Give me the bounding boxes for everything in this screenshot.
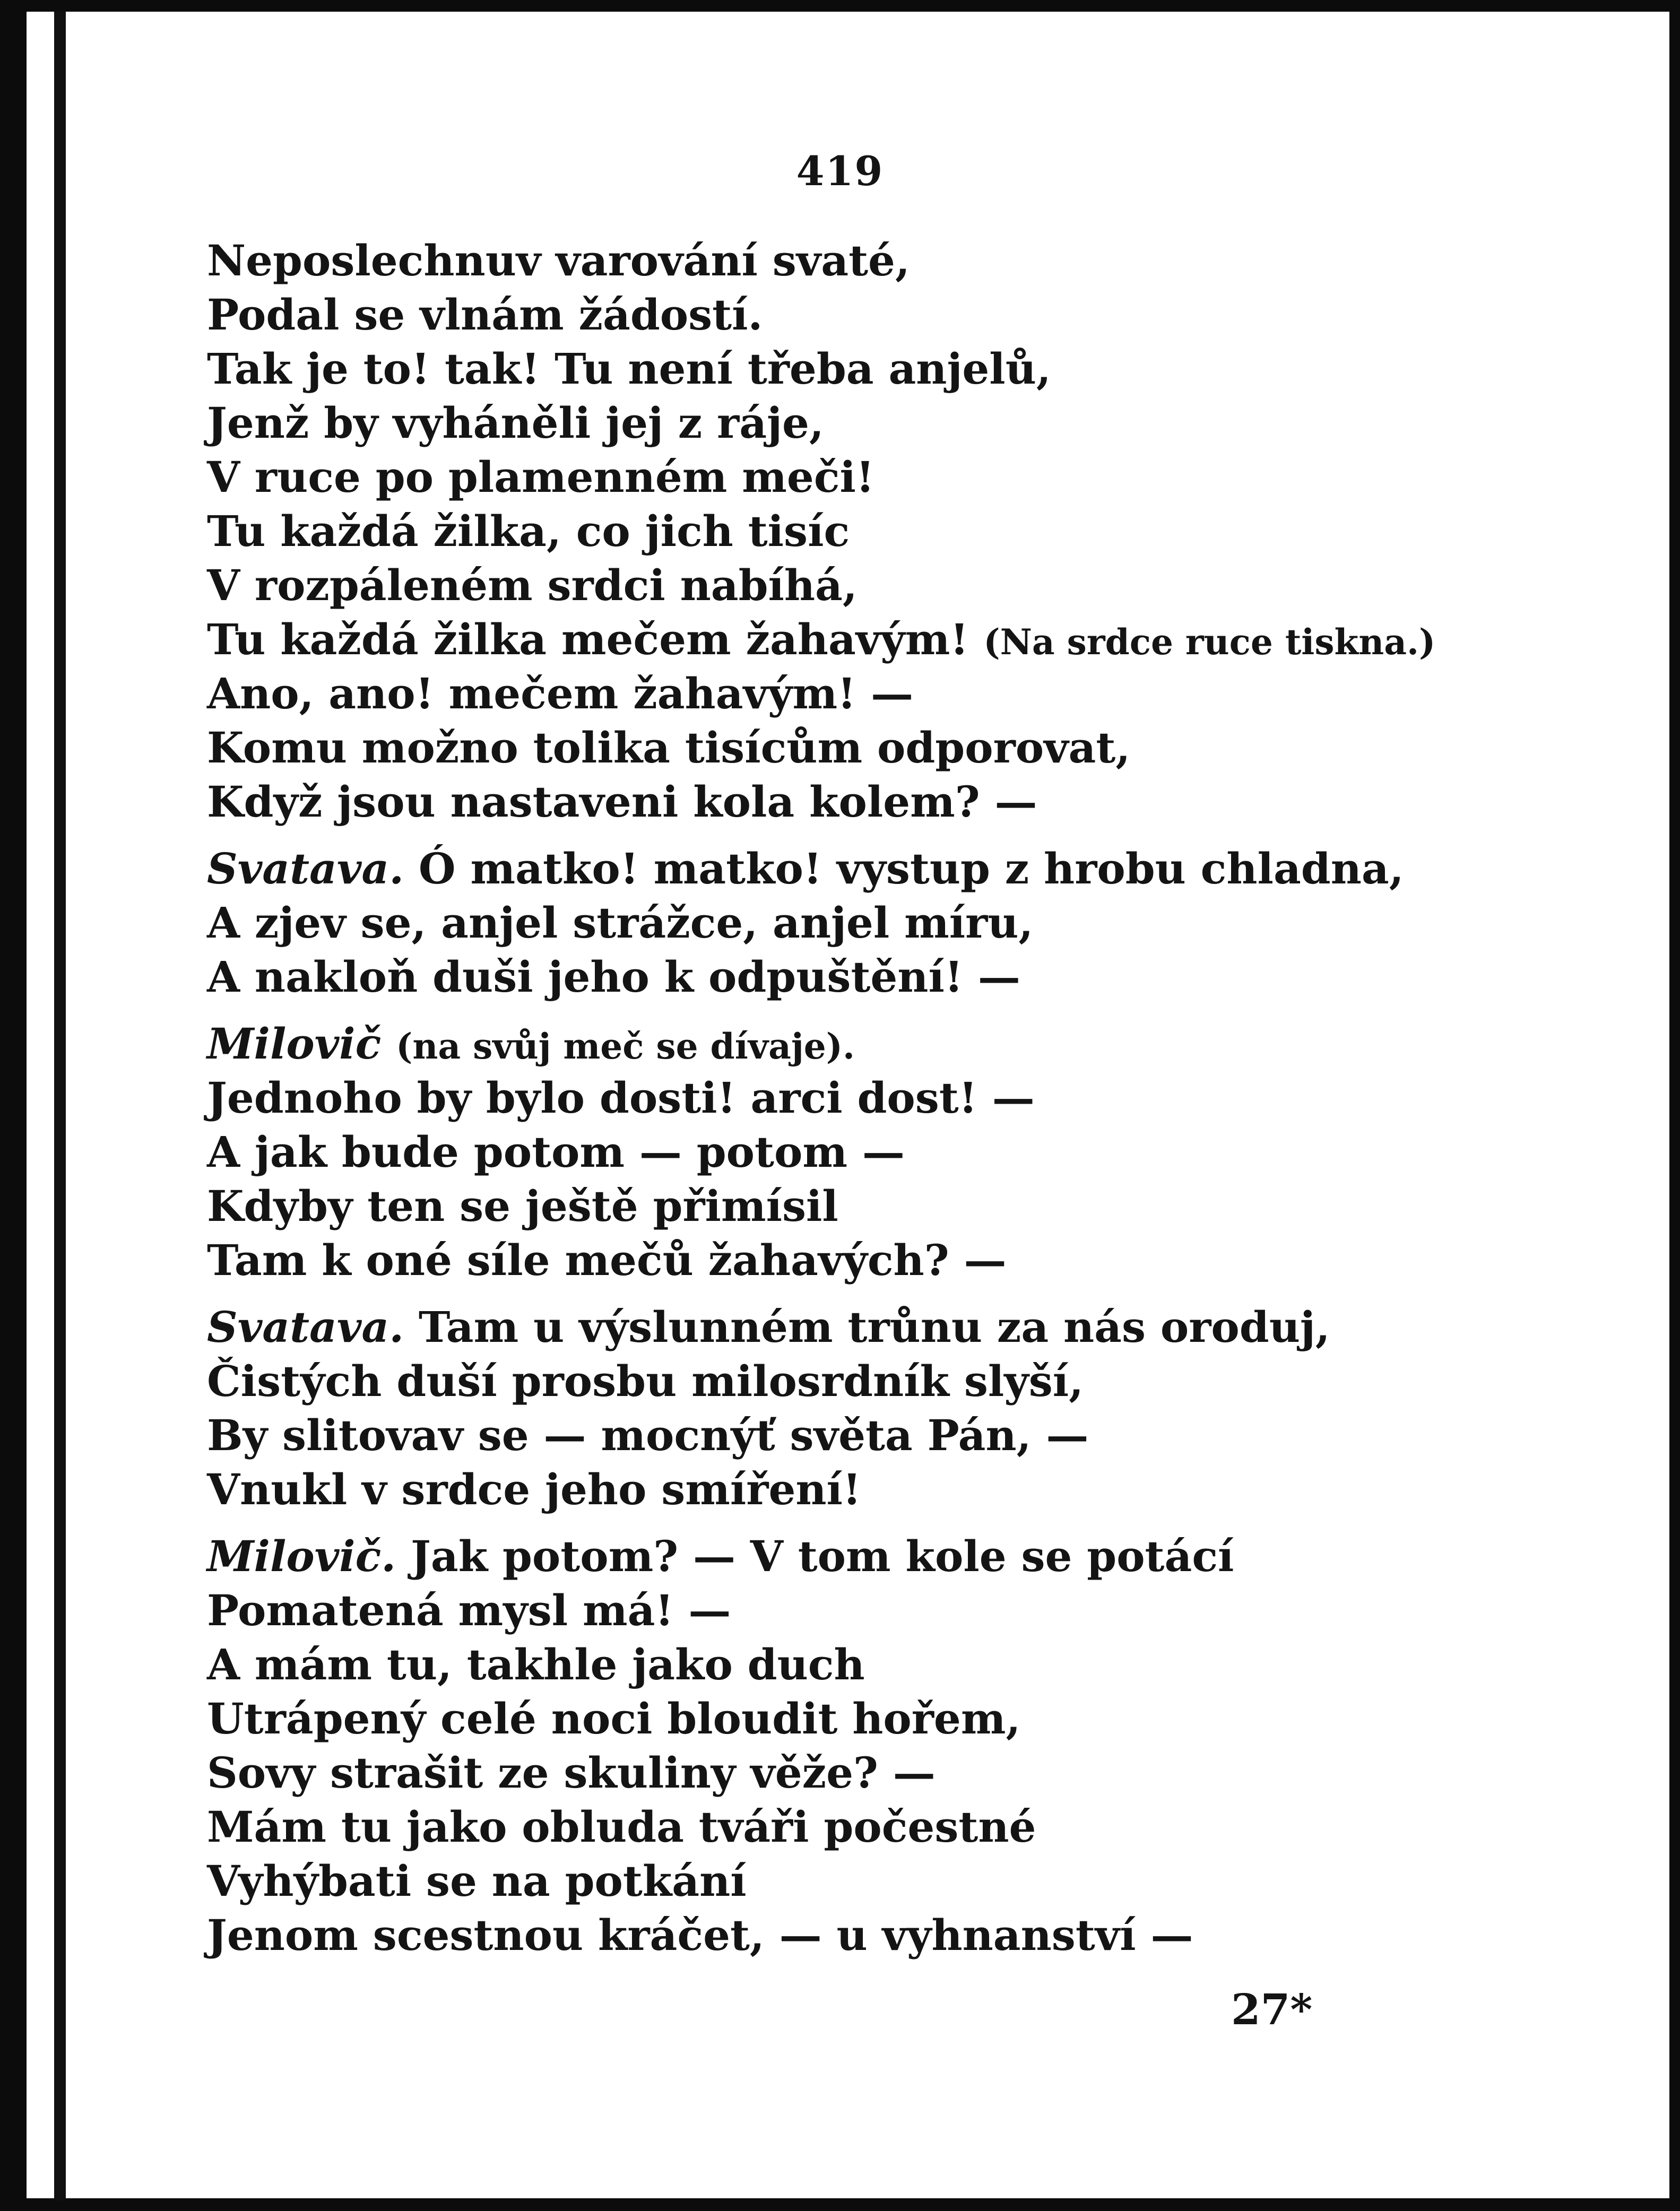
verse-line bbox=[207, 558, 1576, 612]
line-text: Tu každá žilka, co jich tisíc bbox=[207, 506, 850, 556]
signature-mark: 27* bbox=[1231, 1984, 1313, 2034]
verse-line bbox=[207, 1746, 1576, 1800]
line-text: Jednoho by bylo dosti! arci dost! — bbox=[207, 1073, 1035, 1123]
line-text: Když jsou nastaveni kola kolem? — bbox=[207, 777, 1037, 827]
line-text: V rozpáleném srdci nabíhá, bbox=[207, 560, 858, 610]
speaker-name: Svatava. bbox=[207, 844, 404, 894]
stage-direction: (na svůj meč se dívaje). bbox=[396, 1026, 855, 1067]
verse-line bbox=[207, 1300, 1576, 1354]
line-text: A zjev se, anjel strážce, anjel míru, bbox=[207, 898, 1034, 948]
stage-direction: (Na srdce ruce tiskna.) bbox=[983, 621, 1436, 663]
verse-line bbox=[207, 1637, 1576, 1692]
verse-line bbox=[207, 1854, 1576, 1908]
verse-text bbox=[207, 233, 1576, 1962]
verse-line bbox=[207, 1462, 1576, 1516]
line-text: A jak bude potom — potom — bbox=[207, 1127, 905, 1177]
line-text: Jenom scestnou kráčet, — u vyhnanství — bbox=[207, 1910, 1193, 1960]
verse-line bbox=[207, 1071, 1576, 1125]
verse-line bbox=[207, 1354, 1576, 1408]
line-text: Ó matko! matko! vystup z hrobu chladna, bbox=[418, 844, 1404, 894]
line-text: Utrápený celé noci bloudit hořem, bbox=[207, 1694, 1021, 1744]
line-text: Neposlechnuv varování svaté, bbox=[207, 236, 910, 285]
speaker-name: Milovič bbox=[207, 1019, 382, 1069]
verse-line bbox=[207, 612, 1576, 666]
verse-line bbox=[207, 396, 1576, 450]
line-text: Komu možno tolika tisícům odporovat, bbox=[207, 723, 1131, 773]
verse-line bbox=[207, 1233, 1576, 1287]
verse-line bbox=[207, 1125, 1576, 1179]
line-text: Mám tu jako obluda tváři počestné bbox=[207, 1802, 1036, 1852]
verse-line bbox=[207, 1179, 1576, 1233]
line-text: Vyhýbati se na potkání bbox=[207, 1856, 747, 1906]
verse-line bbox=[207, 842, 1576, 896]
line-text: Jenž by vyháněli jej z ráje, bbox=[207, 398, 824, 448]
line-text: A nakloň duši jeho k odpuštění! — bbox=[207, 952, 1020, 1002]
verse-line bbox=[207, 1800, 1576, 1854]
line-text: Jak potom? — V tom kole se potácí bbox=[411, 1531, 1234, 1581]
line-text: Tak je to! tak! Tu není třeba anjelů, bbox=[207, 344, 1051, 394]
verse-line bbox=[207, 1908, 1576, 1962]
line-text: Tu každá žilka mečem žahavým! bbox=[207, 614, 969, 664]
line-text: Tam u výslunném trůnu za nás oroduj, bbox=[418, 1302, 1330, 1352]
verse-line bbox=[207, 666, 1576, 721]
verse-line bbox=[207, 1529, 1576, 1583]
verse-line bbox=[207, 775, 1576, 829]
verse-line bbox=[207, 450, 1576, 504]
line-text: Sovy strašit ze skuliny věže? — bbox=[207, 1748, 936, 1798]
verse-line bbox=[207, 1017, 1576, 1071]
verse-line bbox=[207, 950, 1576, 1004]
page-number: 419 bbox=[796, 148, 884, 195]
verse-line bbox=[207, 342, 1576, 396]
line-text: V ruce po plamenném meči! bbox=[207, 452, 875, 502]
verse-line bbox=[207, 896, 1576, 950]
speaker-name: Svatava. bbox=[207, 1302, 404, 1352]
line-text: Čistých duší prosbu milosrdník slyší, bbox=[207, 1356, 1084, 1406]
line-text: Podal se vlnám žádostí. bbox=[207, 290, 763, 340]
page-edge-shadow bbox=[54, 12, 66, 2200]
line-text: A mám tu, takhle jako duch bbox=[207, 1640, 865, 1689]
verse-line bbox=[207, 1408, 1576, 1462]
line-text: Kdyby ten se ještě přimísil bbox=[207, 1181, 838, 1231]
speaker-name: Milovič. bbox=[207, 1531, 396, 1581]
verse-line bbox=[207, 504, 1576, 558]
verse-line bbox=[207, 288, 1576, 342]
line-text: Tam k oné síle mečů žahavých? — bbox=[207, 1235, 1007, 1285]
line-text: Vnukl v srdce jeho smíření! bbox=[207, 1464, 862, 1514]
line-text: By slitovav se — mocnýť světa Pán, — bbox=[207, 1410, 1089, 1460]
verse-line bbox=[207, 233, 1576, 288]
line-text: Pomatená mysl má! — bbox=[207, 1585, 731, 1635]
line-text: Ano, ano! mečem žahavým! — bbox=[207, 669, 914, 718]
verse-line bbox=[207, 1583, 1576, 1637]
verse-line bbox=[207, 721, 1576, 775]
verse-line bbox=[207, 1692, 1576, 1746]
